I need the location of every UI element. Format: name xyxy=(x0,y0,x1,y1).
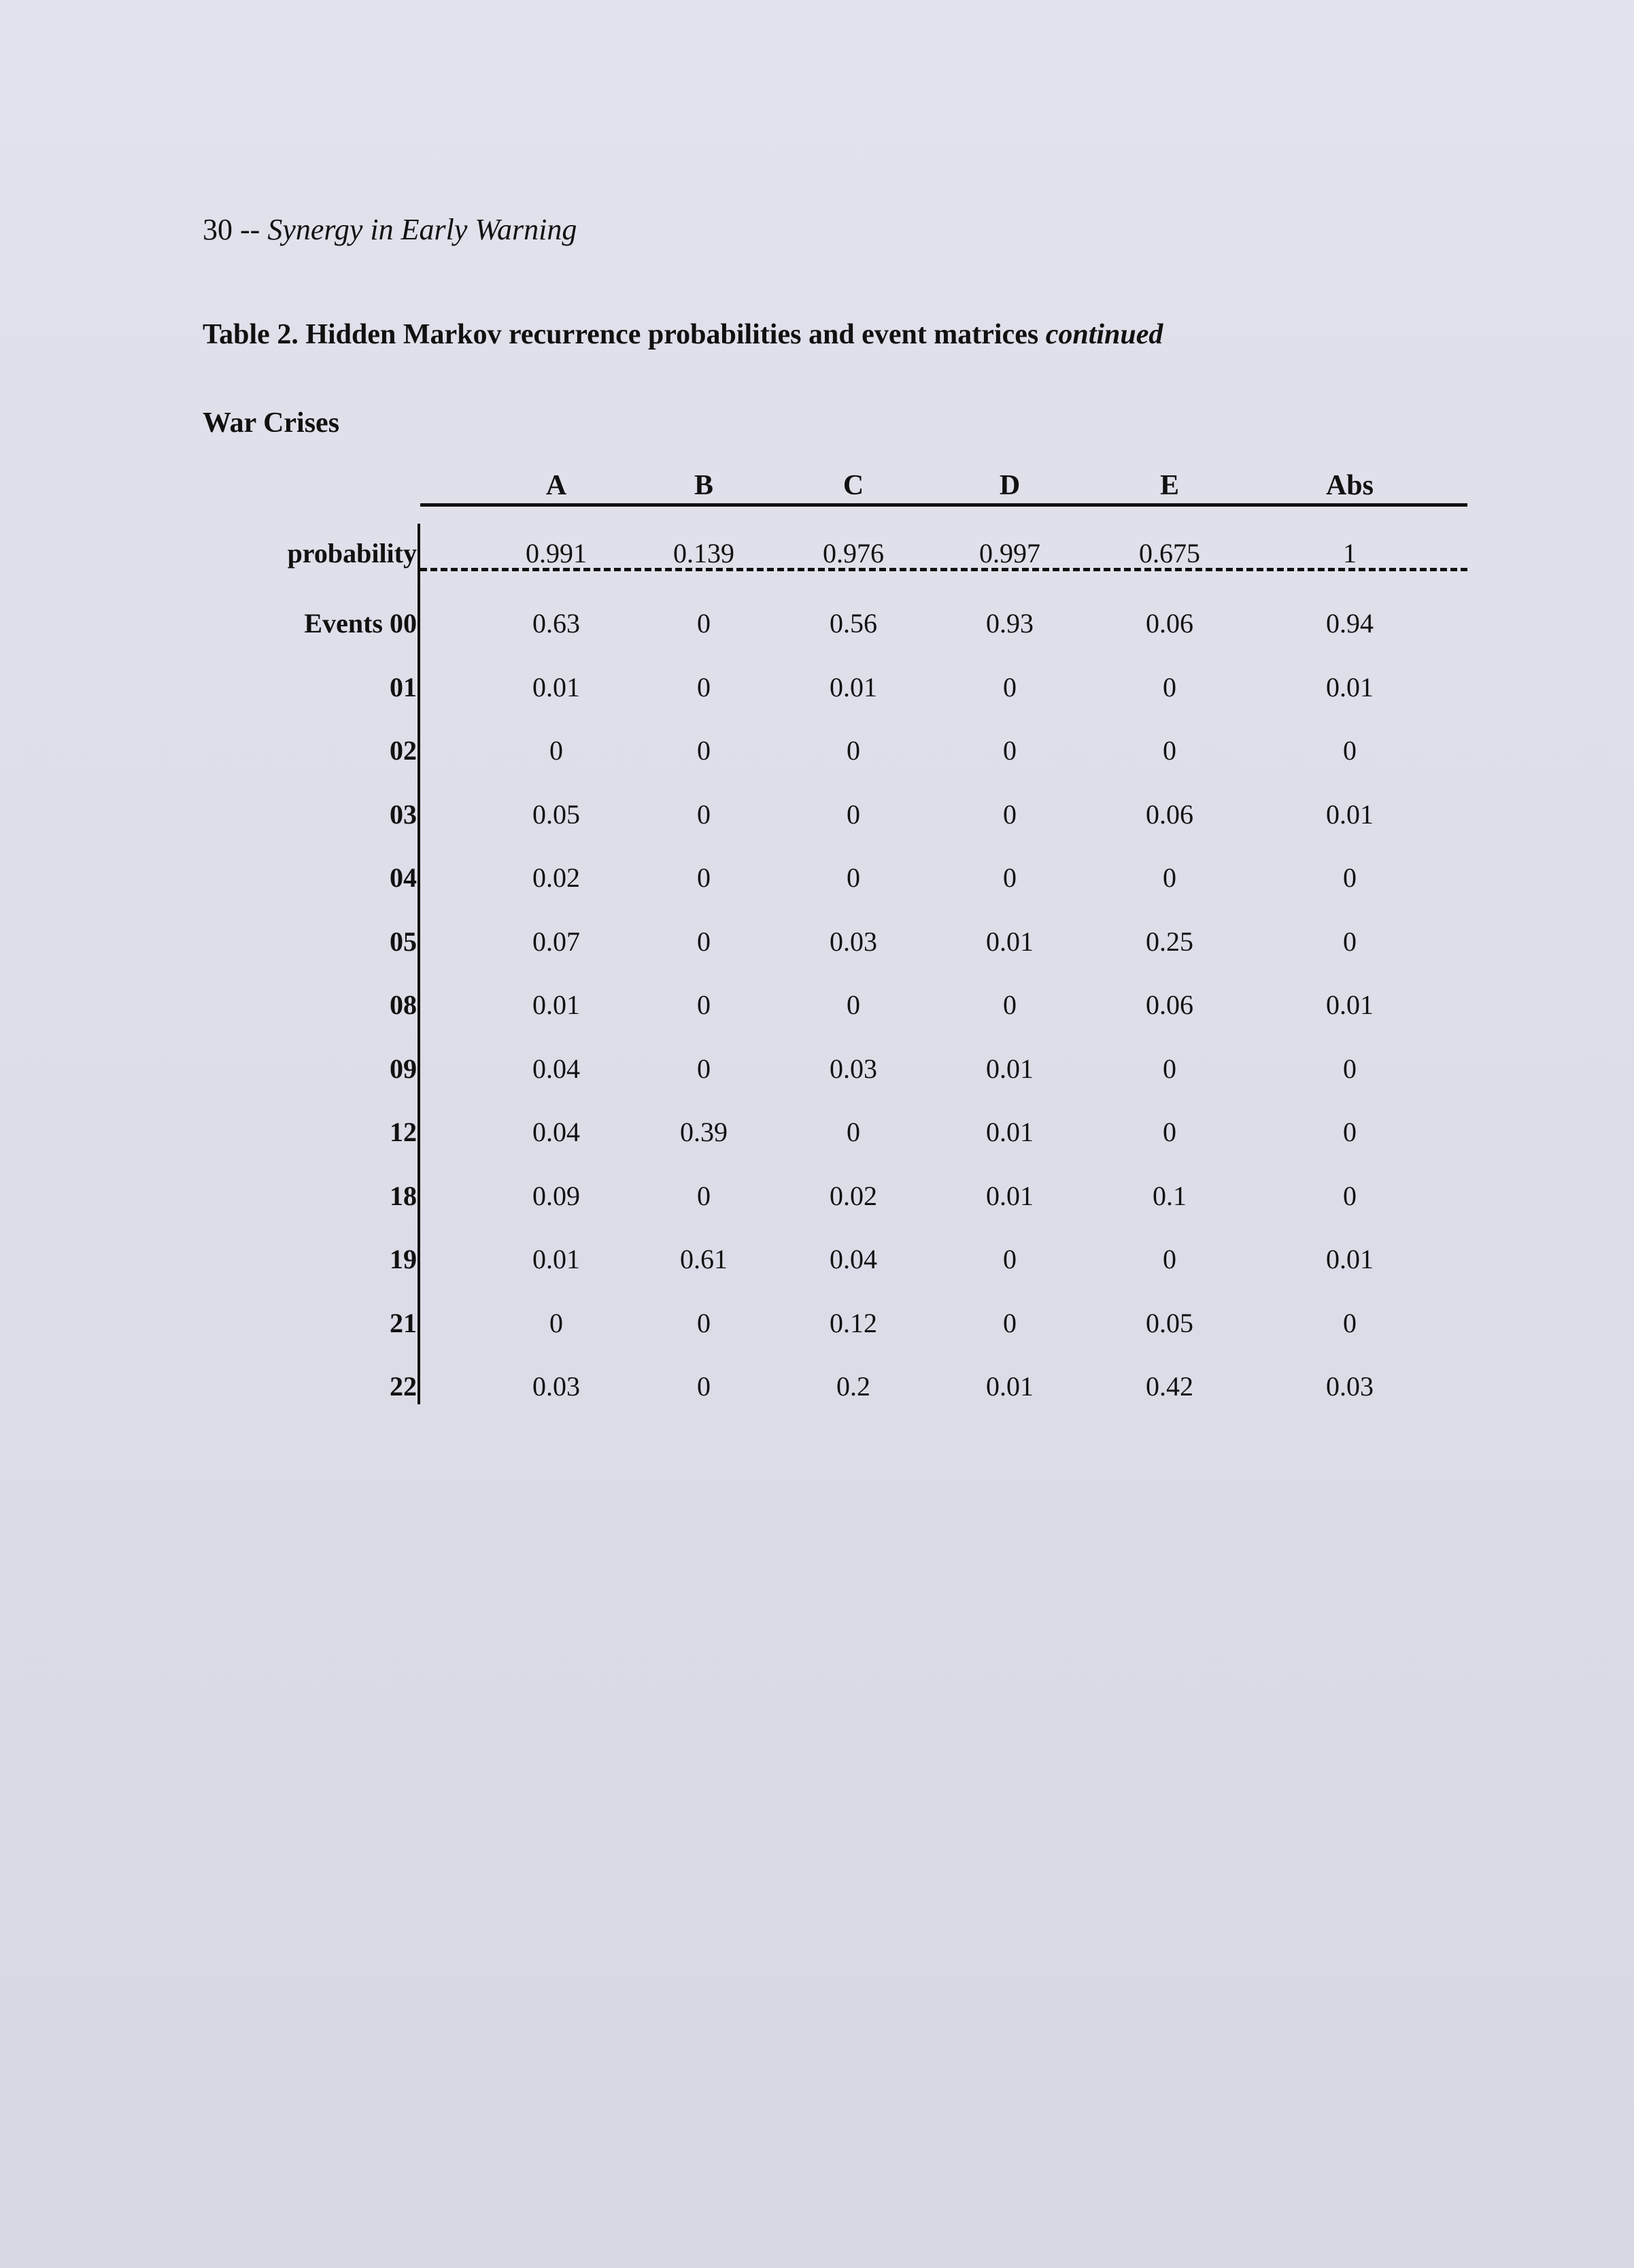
table-cell: 0 xyxy=(697,608,711,639)
row-label: 01 xyxy=(390,672,417,703)
table-cell: 0.61 xyxy=(680,1244,728,1274)
table-cell: 0.39 xyxy=(680,1117,728,1147)
table-cell: 0 xyxy=(1003,862,1017,893)
row-label: 22 xyxy=(390,1371,417,1402)
table-cell: 1 xyxy=(1343,538,1357,569)
row-label: 12 xyxy=(390,1117,417,1147)
table-cell: 0.93 xyxy=(986,608,1034,639)
table-vertical-rule xyxy=(418,524,420,1404)
row-label: probability xyxy=(287,538,417,569)
table-cell: 0 xyxy=(1343,926,1357,957)
row-label: 18 xyxy=(390,1181,417,1211)
table-cell: 0 xyxy=(1343,1053,1357,1084)
running-head xyxy=(203,212,577,247)
table-cell: 0.07 xyxy=(532,926,580,957)
table-title-suffix: continued xyxy=(1045,319,1163,350)
table-cell: 0 xyxy=(697,926,711,957)
table-cell: 0.01 xyxy=(1326,672,1374,703)
table-cell: 0 xyxy=(697,1308,711,1338)
table-cell: 0.02 xyxy=(830,1181,877,1211)
row-label: 21 xyxy=(390,1308,417,1338)
row-label: 05 xyxy=(390,926,417,957)
table-cell: 0.01 xyxy=(1326,799,1374,830)
table-cell: 0 xyxy=(847,1117,860,1147)
table-cell: 0 xyxy=(549,735,563,766)
table-cell: 0.1 xyxy=(1153,1181,1187,1211)
table-cell: 0 xyxy=(1003,1244,1017,1274)
table-cell: 0.12 xyxy=(830,1308,877,1338)
table-cell: 0.01 xyxy=(532,1244,580,1274)
table-cell: 0 xyxy=(1163,1053,1176,1084)
table-cell: 0.63 xyxy=(532,608,580,639)
table-cell: 0.03 xyxy=(1326,1371,1374,1402)
table-cell: 0.01 xyxy=(986,1371,1034,1402)
table-cell: 0.976 xyxy=(823,538,884,569)
column-header-b: B xyxy=(694,470,713,501)
table-cell: 0 xyxy=(1343,1308,1357,1338)
table-cell: 0.03 xyxy=(830,1053,877,1084)
table-cell: 0.42 xyxy=(1146,1371,1193,1402)
table-cell: 0 xyxy=(697,1181,711,1211)
table-cell: 0 xyxy=(1163,672,1176,703)
table-cell: 0.94 xyxy=(1326,608,1374,639)
table-cell: 0.09 xyxy=(532,1181,580,1211)
table-cell: 0.139 xyxy=(673,538,734,569)
table-cell: 0.01 xyxy=(986,1053,1034,1084)
row-label: 04 xyxy=(390,862,417,893)
table-cell: 0 xyxy=(1003,989,1017,1020)
table-cell: 0 xyxy=(1343,1181,1357,1211)
table-cell: 0 xyxy=(697,799,711,830)
table-cell: 0 xyxy=(697,989,711,1020)
table-cell: 0 xyxy=(1003,672,1017,703)
table-cell: 0.05 xyxy=(532,799,580,830)
table-cell: 0.991 xyxy=(526,538,587,569)
table-cell: 0 xyxy=(847,799,860,830)
table-cell: 0.997 xyxy=(979,538,1040,569)
table-cell: 0.01 xyxy=(1326,1244,1374,1274)
table-cell: 0 xyxy=(1003,799,1017,830)
table-cell: 0.04 xyxy=(532,1117,580,1147)
table-cell: 0.03 xyxy=(830,926,877,957)
table-cell: 0.01 xyxy=(986,926,1034,957)
table-cell: 0 xyxy=(1343,862,1357,893)
table-cell: 0.2 xyxy=(836,1371,870,1402)
table-cell: 0.06 xyxy=(1146,989,1193,1020)
table-cell: 0.25 xyxy=(1146,926,1193,957)
table-cell: 0.03 xyxy=(532,1371,580,1402)
row-label: 08 xyxy=(390,989,417,1020)
column-header-a: A xyxy=(545,470,567,501)
table-cell: 0 xyxy=(697,1371,711,1402)
table-top-rule xyxy=(420,503,1467,507)
table-cell: 0 xyxy=(1343,1117,1357,1147)
row-label: Events 00 xyxy=(304,608,417,639)
table-cell: 0 xyxy=(1003,1308,1017,1338)
column-header-abs: Abs xyxy=(1325,470,1374,501)
row-label: 09 xyxy=(390,1053,417,1084)
table-cell: 0.01 xyxy=(1326,989,1374,1020)
page-number: 30 -- xyxy=(203,213,260,246)
book-title: Synergy in Early Warning xyxy=(267,213,577,246)
table-cell: 0 xyxy=(847,989,860,1020)
table-cell: 0.01 xyxy=(532,989,580,1020)
table-cell: 0 xyxy=(1163,862,1176,893)
column-header-e: E xyxy=(1159,470,1179,501)
table-cell: 0 xyxy=(1163,1117,1176,1147)
table-cell: 0 xyxy=(1003,735,1017,766)
table-title-text: Table 2. Hidden Markov recurrence probabilities and event matrices xyxy=(203,319,1039,350)
table-cell: 0 xyxy=(697,735,711,766)
table-cell: 0 xyxy=(697,672,711,703)
table-cell: 0.05 xyxy=(1146,1308,1193,1338)
table-title xyxy=(203,318,1163,351)
column-header-d: D xyxy=(999,470,1021,501)
table-cell: 0 xyxy=(697,862,711,893)
table-cell: 0.01 xyxy=(830,672,877,703)
row-label: 02 xyxy=(390,735,417,766)
table-cell: 0.04 xyxy=(532,1053,580,1084)
column-header-c: C xyxy=(842,470,864,501)
table-cell: 0 xyxy=(847,735,860,766)
table-cell: 0.01 xyxy=(986,1181,1034,1211)
table-cell: 0.01 xyxy=(986,1117,1034,1147)
row-label: 03 xyxy=(390,799,417,830)
table-cell: 0.04 xyxy=(830,1244,877,1274)
row-label: 19 xyxy=(390,1244,417,1274)
table-cell: 0.675 xyxy=(1139,538,1200,569)
table-cell: 0.06 xyxy=(1146,799,1193,830)
table-cell: 0 xyxy=(1343,735,1357,766)
table-cell: 0 xyxy=(1163,735,1176,766)
table-cell: 0 xyxy=(1163,1244,1176,1274)
table-cell: 0.56 xyxy=(830,608,877,639)
table-cell: 0.02 xyxy=(532,862,580,893)
table-subtitle: War Crises xyxy=(203,407,340,439)
table-cell: 0 xyxy=(549,1308,563,1338)
table-cell: 0.01 xyxy=(532,672,580,703)
table-cell: 0.06 xyxy=(1146,608,1193,639)
table-cell: 0 xyxy=(697,1053,711,1084)
table-cell: 0 xyxy=(847,862,860,893)
